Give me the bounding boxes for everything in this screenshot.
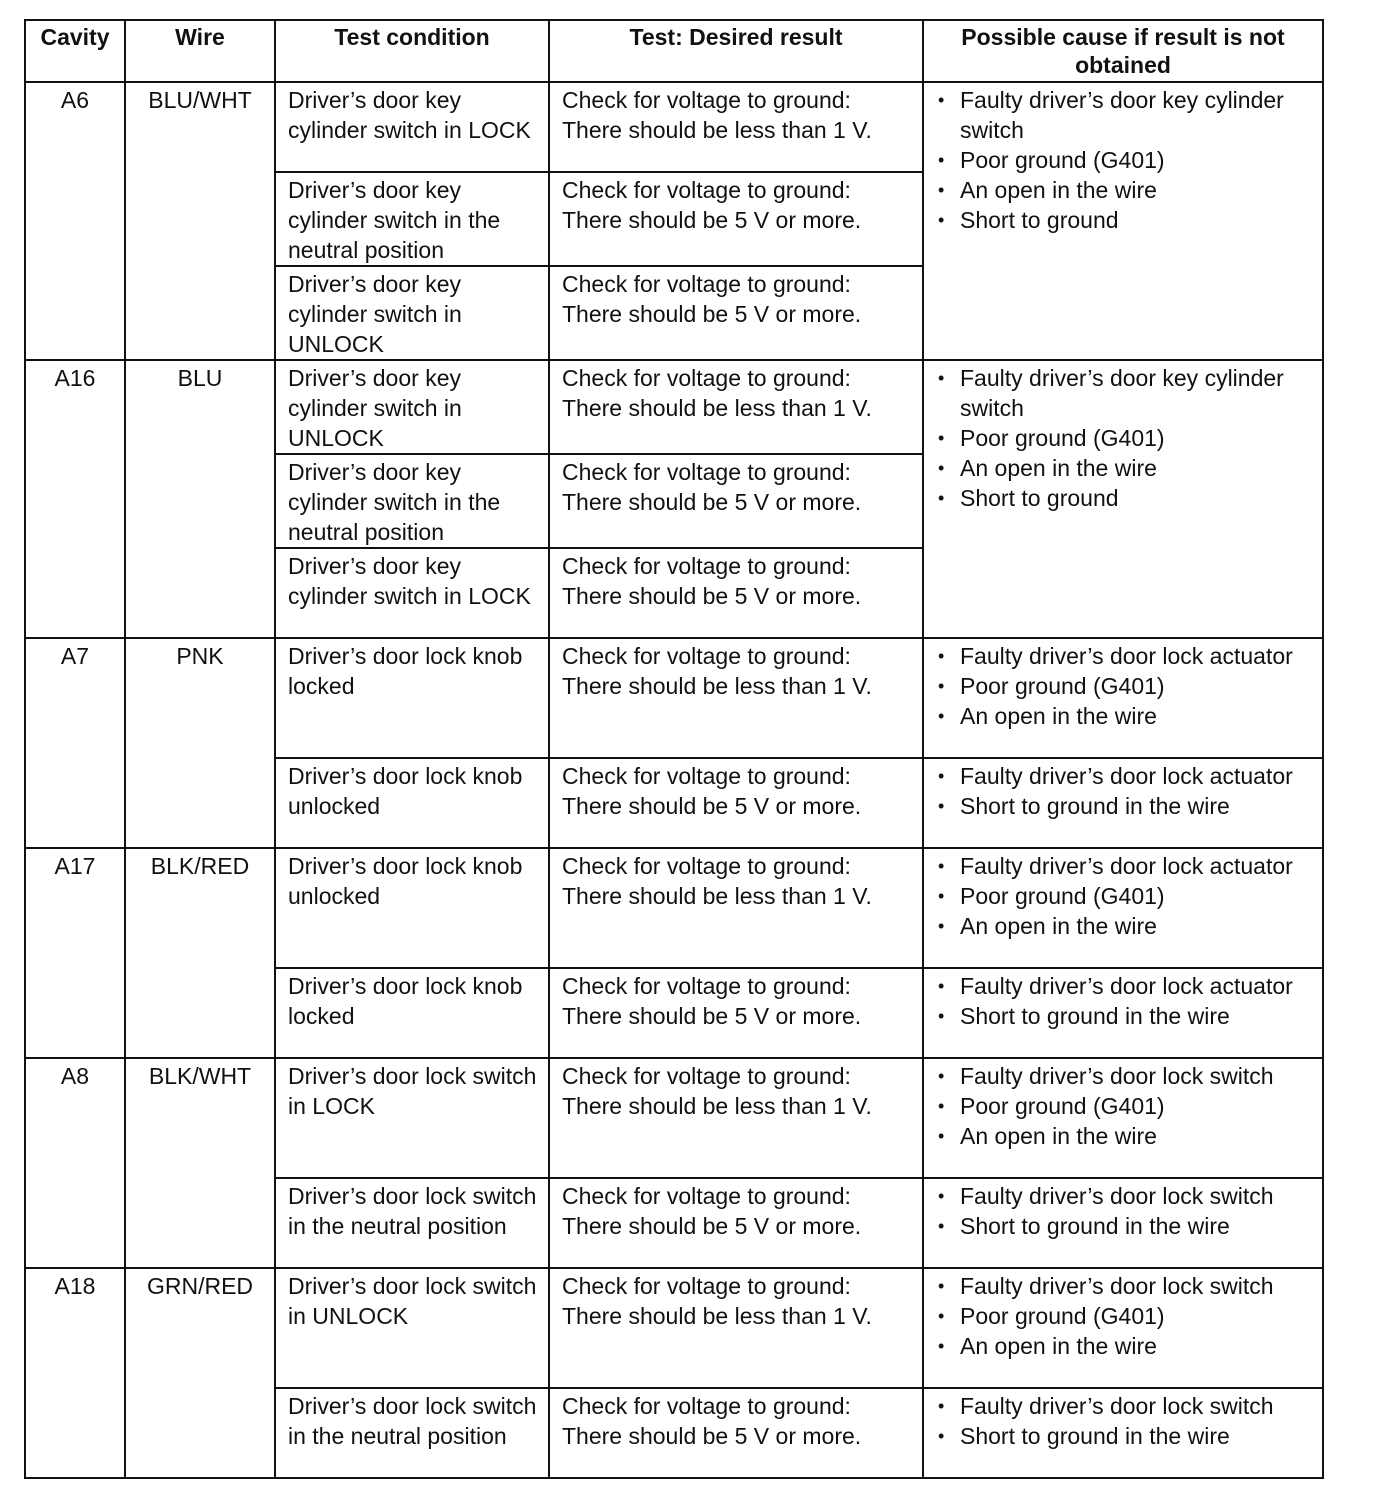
cause-item: • Faulty driver’s door lock actuator	[938, 851, 1316, 881]
result-value-text: There should be 5 V or more.	[562, 583, 862, 609]
desired-result-cell	[549, 1178, 923, 1268]
desired-result-cell	[549, 758, 923, 848]
test-condition-cell: Driver’s door lock switch in UNLOCK	[275, 1268, 549, 1388]
table-row	[25, 82, 1323, 172]
result-check-text: Check for voltage to ground:	[562, 177, 851, 203]
cavity-cell: A7	[25, 638, 125, 848]
result-check-text: Check for voltage to ground:	[562, 87, 851, 113]
desired-result-cell	[549, 266, 923, 360]
test-condition-cell: Driver’s door key cylinder switch in the neutral position	[275, 454, 549, 548]
test-condition-cell: Driver’s door lock knob unlocked	[275, 758, 549, 848]
desired-result-cell	[549, 968, 923, 1058]
result-value-text: There should be 5 V or more.	[562, 207, 862, 233]
desired-result-cell	[549, 454, 923, 548]
result-check-text: Check for voltage to ground:	[562, 1393, 851, 1419]
cause-item: • An open in the wire	[938, 175, 1316, 205]
possible-cause-cell	[923, 968, 1323, 1058]
test-condition-cell: Driver’s door lock switch in the neutral position	[275, 1178, 549, 1268]
cause-item: • Faulty driver’s door lock actuator	[938, 761, 1316, 791]
desired-result-cell	[549, 848, 923, 968]
cause-item: • Poor ground (G401)	[938, 145, 1316, 175]
cause-item: • An open in the wire	[938, 911, 1316, 941]
cavity-cell: A16	[25, 360, 125, 638]
cause-item: • Poor ground (G401)	[938, 1091, 1316, 1121]
wire-cell: BLK/WHT	[125, 1058, 275, 1268]
result-value-text: There should be 5 V or more.	[562, 1423, 862, 1449]
cause-item: • Faulty driver’s door lock switch	[938, 1271, 1316, 1301]
desired-result-cell	[549, 1058, 923, 1178]
test-condition-cell: Driver’s door key cylinder switch in LOCK	[275, 548, 549, 638]
result-check-text: Check for voltage to ground:	[562, 553, 851, 579]
possible-cause-cell	[923, 1388, 1323, 1478]
wire-cell: BLU/WHT	[125, 82, 275, 360]
possible-cause-cell	[923, 638, 1323, 758]
result-check-text: Check for voltage to ground:	[562, 643, 851, 669]
desired-result-cell	[549, 1388, 923, 1478]
desired-result-cell	[549, 82, 923, 172]
desired-result-cell	[549, 172, 923, 266]
result-check-text: Check for voltage to ground:	[562, 763, 851, 789]
header-test-condition: Test condition	[275, 20, 549, 82]
possible-cause-cell	[923, 1268, 1323, 1388]
wire-cell: BLK/RED	[125, 848, 275, 1058]
test-condition-cell: Driver’s door lock knob locked	[275, 968, 549, 1058]
desired-result-cell	[549, 548, 923, 638]
desired-result-cell	[549, 1268, 923, 1388]
test-condition-cell: Driver’s door key cylinder switch in UNLOCK	[275, 360, 549, 454]
result-value-text: There should be 5 V or more.	[562, 301, 862, 327]
table-row	[25, 638, 1323, 758]
possible-cause-cell	[923, 1178, 1323, 1268]
result-value-text: There should be 5 V or more.	[562, 793, 862, 819]
cause-item: • Faulty driver’s door key cylinder switch	[938, 363, 1316, 423]
table-row	[25, 1268, 1323, 1388]
cause-item: • Poor ground (G401)	[938, 423, 1316, 453]
result-value-text: There should be less than 1 V.	[562, 117, 872, 143]
possible-cause-cell	[923, 758, 1323, 848]
cavity-cell: A17	[25, 848, 125, 1058]
test-condition-cell: Driver’s door key cylinder switch in LOCK	[275, 82, 549, 172]
header-row	[25, 20, 1323, 82]
cause-item: • Faulty driver’s door lock switch	[938, 1061, 1316, 1091]
cavity-cell: A8	[25, 1058, 125, 1268]
cause-item: • Poor ground (G401)	[938, 1301, 1316, 1331]
cause-item: • Short to ground in the wire	[938, 1421, 1316, 1451]
cause-item: • Short to ground	[938, 205, 1316, 235]
result-check-text: Check for voltage to ground:	[562, 1063, 851, 1089]
cause-item: • Faulty driver’s door lock actuator	[938, 971, 1316, 1001]
possible-cause-cell	[923, 360, 1323, 638]
possible-cause-cell	[923, 82, 1323, 360]
result-check-text: Check for voltage to ground:	[562, 1183, 851, 1209]
result-value-text: There should be 5 V or more.	[562, 489, 862, 515]
result-value-text: There should be less than 1 V.	[562, 1303, 872, 1329]
cause-item: • Poor ground (G401)	[938, 881, 1316, 911]
test-condition-cell: Driver’s door key cylinder switch in UNLOCK	[275, 266, 549, 360]
cause-item: • Short to ground in the wire	[938, 791, 1316, 821]
table-row	[25, 1058, 1323, 1178]
cause-item: • Faulty driver’s door lock switch	[938, 1391, 1316, 1421]
result-value-text: There should be less than 1 V.	[562, 673, 872, 699]
header-desired-result: Test: Desired result	[549, 20, 923, 82]
wire-cell: GRN/RED	[125, 1268, 275, 1478]
result-check-text: Check for voltage to ground:	[562, 973, 851, 999]
result-value-text: There should be 5 V or more.	[562, 1003, 862, 1029]
result-check-text: Check for voltage to ground:	[562, 459, 851, 485]
cavity-cell: A6	[25, 82, 125, 360]
result-value-text: There should be 5 V or more.	[562, 1213, 862, 1239]
cause-item: • Short to ground	[938, 483, 1316, 513]
possible-cause-cell	[923, 1058, 1323, 1178]
cause-item: • An open in the wire	[938, 701, 1316, 731]
result-check-text: Check for voltage to ground:	[562, 853, 851, 879]
cause-item: • Short to ground in the wire	[938, 1211, 1316, 1241]
table-row	[25, 360, 1323, 454]
possible-cause-cell	[923, 848, 1323, 968]
cause-item: • Poor ground (G401)	[938, 671, 1316, 701]
result-check-text: Check for voltage to ground:	[562, 1273, 851, 1299]
wire-cell: BLU	[125, 360, 275, 638]
result-check-text: Check for voltage to ground:	[562, 271, 851, 297]
cause-item: • An open in the wire	[938, 1331, 1316, 1361]
wire-cell: PNK	[125, 638, 275, 848]
cause-item: • An open in the wire	[938, 453, 1316, 483]
result-value-text: There should be less than 1 V.	[562, 395, 872, 421]
cause-item: • Faulty driver’s door lock actuator	[938, 641, 1316, 671]
troubleshooting-table-page	[24, 19, 1322, 1479]
header-possible-cause: Possible cause if result is not obtained	[923, 20, 1323, 82]
cause-item: • Faulty driver’s door lock switch	[938, 1181, 1316, 1211]
header-cavity: Cavity	[25, 20, 125, 82]
desired-result-cell	[549, 360, 923, 454]
result-value-text: There should be less than 1 V.	[562, 883, 872, 909]
cause-item: • Short to ground in the wire	[938, 1001, 1316, 1031]
cause-item: • Faulty driver’s door key cylinder switch	[938, 85, 1316, 145]
table-row	[25, 848, 1323, 968]
connector-test-table	[24, 19, 1324, 1479]
cavity-cell: A18	[25, 1268, 125, 1478]
test-condition-cell: Driver’s door lock switch in LOCK	[275, 1058, 549, 1178]
header-wire: Wire	[125, 20, 275, 82]
cause-item: • An open in the wire	[938, 1121, 1316, 1151]
desired-result-cell	[549, 638, 923, 758]
test-condition-cell: Driver’s door lock switch in the neutral position	[275, 1388, 549, 1478]
result-check-text: Check for voltage to ground:	[562, 365, 851, 391]
test-condition-cell: Driver’s door lock knob unlocked	[275, 848, 549, 968]
test-condition-cell: Driver’s door key cylinder switch in the neutral position	[275, 172, 549, 266]
test-condition-cell: Driver’s door lock knob locked	[275, 638, 549, 758]
result-value-text: There should be less than 1 V.	[562, 1093, 872, 1119]
